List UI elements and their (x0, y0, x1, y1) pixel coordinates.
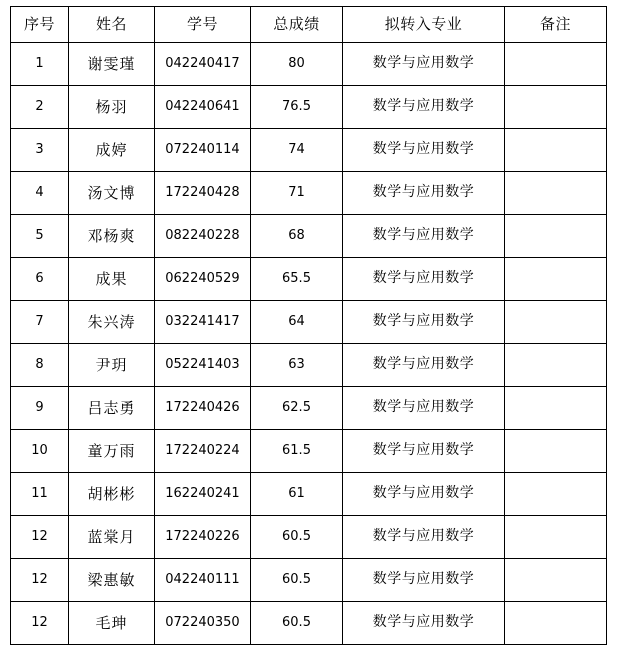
cell-remarks (505, 301, 607, 344)
cell-total-score: 61.5 (251, 430, 343, 473)
column-header-intended-major: 拟转入专业 (343, 7, 505, 43)
cell-index: 11 (11, 473, 69, 516)
table-row (11, 172, 607, 215)
column-header-index: 序号 (11, 7, 69, 43)
table-row (11, 43, 607, 86)
cell-index: 12 (11, 602, 69, 645)
cell-name: 吕志勇 (69, 387, 155, 430)
cell-total-score: 76.5 (251, 86, 343, 129)
cell-intended-major: 数学与应用数学 (343, 602, 505, 645)
cell-name: 朱兴涛 (69, 301, 155, 344)
cell-total-score: 65.5 (251, 258, 343, 301)
cell-total-score: 63 (251, 344, 343, 387)
cell-student-id: 082240228 (155, 215, 251, 258)
cell-name: 杨羽 (69, 86, 155, 129)
cell-total-score: 61 (251, 473, 343, 516)
cell-remarks (505, 172, 607, 215)
column-header-student-id: 学号 (155, 7, 251, 43)
cell-total-score: 74 (251, 129, 343, 172)
cell-remarks (505, 516, 607, 559)
cell-student-id: 052241403 (155, 344, 251, 387)
cell-remarks (505, 129, 607, 172)
table-body (11, 43, 607, 645)
table-row (11, 86, 607, 129)
cell-intended-major: 数学与应用数学 (343, 430, 505, 473)
table-row (11, 387, 607, 430)
cell-student-id: 062240529 (155, 258, 251, 301)
cell-student-id: 042240417 (155, 43, 251, 86)
cell-name: 成婷 (69, 129, 155, 172)
table-row (11, 129, 607, 172)
cell-intended-major: 数学与应用数学 (343, 387, 505, 430)
cell-remarks (505, 86, 607, 129)
cell-total-score: 60.5 (251, 559, 343, 602)
cell-student-id: 172240428 (155, 172, 251, 215)
cell-total-score: 62.5 (251, 387, 343, 430)
cell-name: 成果 (69, 258, 155, 301)
column-header-remarks: 备注 (505, 7, 607, 43)
cell-remarks (505, 602, 607, 645)
cell-index: 1 (11, 43, 69, 86)
cell-remarks (505, 258, 607, 301)
cell-intended-major: 数学与应用数学 (343, 344, 505, 387)
column-header-name: 姓名 (69, 7, 155, 43)
table-row (11, 344, 607, 387)
table-header (11, 7, 607, 43)
cell-intended-major: 数学与应用数学 (343, 129, 505, 172)
cell-intended-major: 数学与应用数学 (343, 43, 505, 86)
cell-index: 12 (11, 516, 69, 559)
cell-name: 邓杨爽 (69, 215, 155, 258)
cell-name: 毛珅 (69, 602, 155, 645)
cell-index: 12 (11, 559, 69, 602)
cell-intended-major: 数学与应用数学 (343, 86, 505, 129)
cell-intended-major: 数学与应用数学 (343, 258, 505, 301)
column-header-total-score: 总成绩 (251, 7, 343, 43)
cell-intended-major: 数学与应用数学 (343, 215, 505, 258)
cell-remarks (505, 344, 607, 387)
cell-index: 7 (11, 301, 69, 344)
cell-name: 蓝棠月 (69, 516, 155, 559)
cell-name: 尹玥 (69, 344, 155, 387)
cell-total-score: 60.5 (251, 516, 343, 559)
cell-index: 5 (11, 215, 69, 258)
cell-student-id: 042240641 (155, 86, 251, 129)
cell-name: 梁惠敏 (69, 559, 155, 602)
cell-index: 6 (11, 258, 69, 301)
cell-total-score: 60.5 (251, 602, 343, 645)
cell-remarks (505, 473, 607, 516)
cell-index: 4 (11, 172, 69, 215)
cell-intended-major: 数学与应用数学 (343, 172, 505, 215)
cell-remarks (505, 559, 607, 602)
table-row (11, 258, 607, 301)
table-row (11, 215, 607, 258)
cell-index: 9 (11, 387, 69, 430)
cell-student-id: 032241417 (155, 301, 251, 344)
cell-remarks (505, 387, 607, 430)
table-row (11, 559, 607, 602)
cell-intended-major: 数学与应用数学 (343, 473, 505, 516)
table-row (11, 430, 607, 473)
cell-student-id: 072240114 (155, 129, 251, 172)
cell-student-id: 172240224 (155, 430, 251, 473)
table-row (11, 301, 607, 344)
cell-student-id: 172240226 (155, 516, 251, 559)
cell-student-id: 072240350 (155, 602, 251, 645)
cell-total-score: 80 (251, 43, 343, 86)
cell-name: 谢雯瑾 (69, 43, 155, 86)
cell-name: 胡彬彬 (69, 473, 155, 516)
table-header-row (11, 7, 607, 43)
cell-remarks (505, 430, 607, 473)
table-row (11, 473, 607, 516)
cell-index: 10 (11, 430, 69, 473)
cell-name: 童万雨 (69, 430, 155, 473)
cell-student-id: 172240426 (155, 387, 251, 430)
cell-index: 2 (11, 86, 69, 129)
cell-total-score: 71 (251, 172, 343, 215)
cell-index: 3 (11, 129, 69, 172)
cell-name: 汤文博 (69, 172, 155, 215)
cell-intended-major: 数学与应用数学 (343, 301, 505, 344)
cell-intended-major: 数学与应用数学 (343, 559, 505, 602)
cell-remarks (505, 43, 607, 86)
cell-intended-major: 数学与应用数学 (343, 516, 505, 559)
cell-student-id: 042240111 (155, 559, 251, 602)
cell-total-score: 64 (251, 301, 343, 344)
cell-remarks (505, 215, 607, 258)
transfer-candidates-table (10, 6, 607, 645)
cell-total-score: 68 (251, 215, 343, 258)
table-row (11, 602, 607, 645)
cell-student-id: 162240241 (155, 473, 251, 516)
table-row (11, 516, 607, 559)
cell-index: 8 (11, 344, 69, 387)
